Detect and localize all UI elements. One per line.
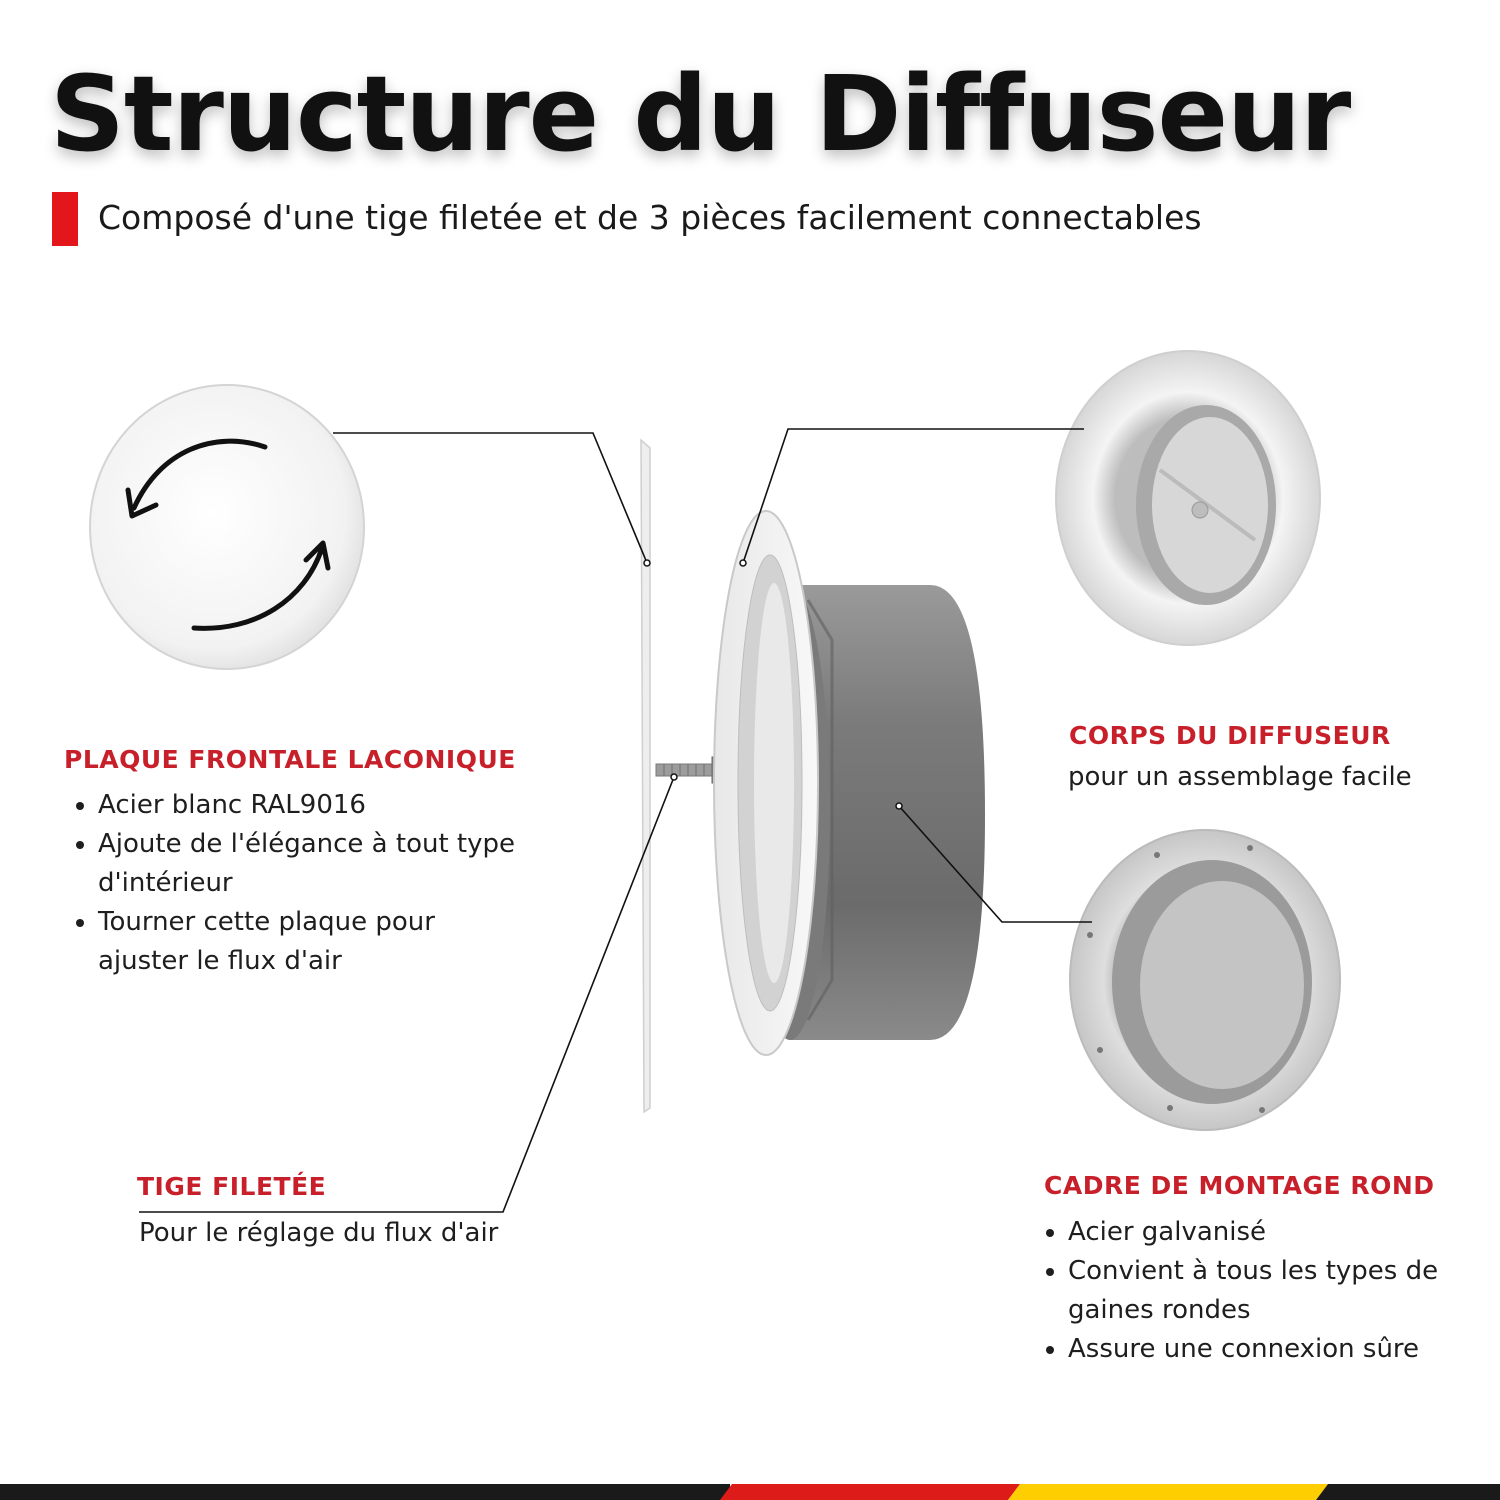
threaded-rod-heading: TIGE FILETÉE: [137, 1172, 327, 1201]
diffuser-exploded-view: [641, 440, 985, 1112]
front-plate-bullet: • Acier blanc RAL9016: [98, 786, 528, 825]
mounting-frame-bullet: • Acier galvanisé: [1068, 1213, 1468, 1252]
threaded-rod-text: Pour le réglage du flux d'air: [139, 1218, 499, 1248]
page-title: Structure du Diffuseur: [50, 53, 1351, 175]
footer-stripe-black: [0, 1484, 730, 1500]
footer-stripe-yellow: [1008, 1484, 1328, 1500]
front-plate-image: [90, 385, 364, 669]
mounting-frame-image: [1070, 830, 1340, 1130]
front-plate-heading: PLAQUE FRONTALE LACONIQUE: [64, 745, 516, 774]
mounting-frame-heading: CADRE DE MONTAGE ROND: [1044, 1171, 1435, 1200]
page-subtitle: Composé d'une tige filetée et de 3 pièces facilement connectables: [98, 198, 1202, 237]
mounting-frame-bullet: • Convient à tous les types de gaines rondes: [1068, 1252, 1468, 1330]
front-plate-bullet-list: [64, 786, 528, 981]
diffuser-body-image: [1056, 351, 1320, 645]
mounting-frame-bullet: • Assure une connexion sûre: [1068, 1330, 1468, 1369]
diffuser-body-text: pour un assemblage facile: [1068, 762, 1412, 792]
front-plate-bullet: • Ajoute de l'élégance à tout type d'intérieur: [98, 825, 528, 903]
footer-stripe-red: [720, 1484, 1020, 1500]
diffuser-body-heading: CORPS DU DIFFUSEUR: [1069, 721, 1391, 750]
mounting-frame-bullet-list: [1034, 1213, 1468, 1369]
front-plate-bullet: • Tourner cette plaque pour ajuster le flux d'air: [98, 903, 528, 981]
footer-stripe-black-right: [1316, 1484, 1500, 1500]
